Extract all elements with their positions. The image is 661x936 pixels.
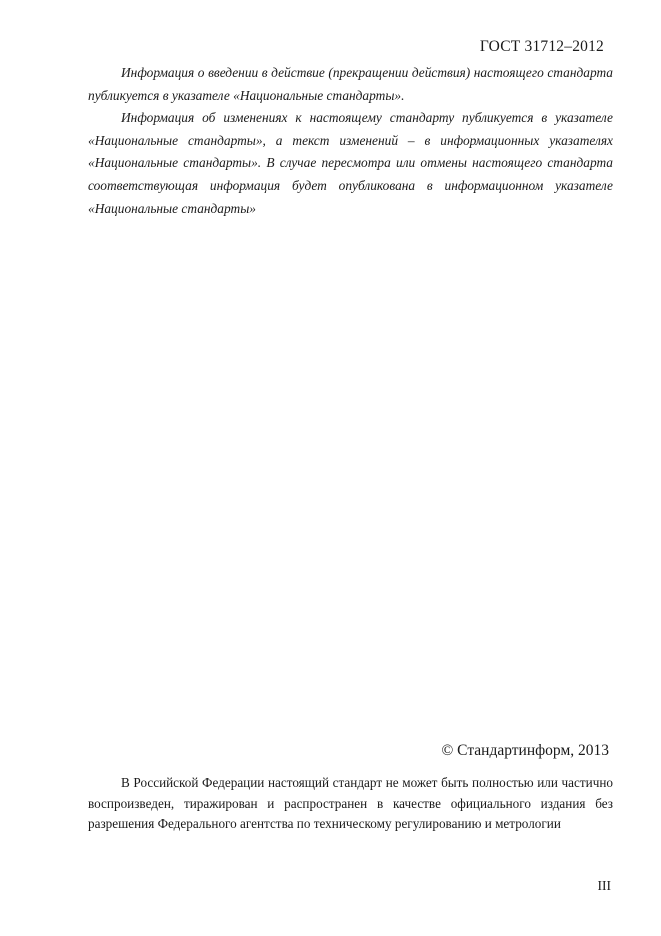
standard-code: ГОСТ 31712–2012 (479, 38, 604, 55)
reproduction-notice-text: В Российской Федерации настоящий стандарт не может быть полностью или частично воспроизведен, тиражирован и распространен в качестве официального издания без разрешения Федерального агентства по техническому регулированию и метрологии (88, 775, 613, 832)
copyright-line: © Стандартинформ, 2013 (441, 742, 609, 759)
amendments-info-paragraph: Информация об изменениях к настоящему стандарту публикуется в указателе «Национальные стандарты», а текст изменений – в информационных указателях «Национальные стандарты». В случае пересмотра или отмены настоящего стандарта соответствующая информация будет опубликована в информационном указателе «Национальные стандарты» (88, 110, 613, 216)
page-number: III (597, 878, 611, 893)
publication-info-block (88, 62, 613, 220)
reproduction-notice (88, 773, 613, 835)
publication-info-paragraph: Информация о введении в действие (прекращении действия) настоящего стандарта публикуется в указателе «Национальные стандарты». (88, 65, 613, 103)
